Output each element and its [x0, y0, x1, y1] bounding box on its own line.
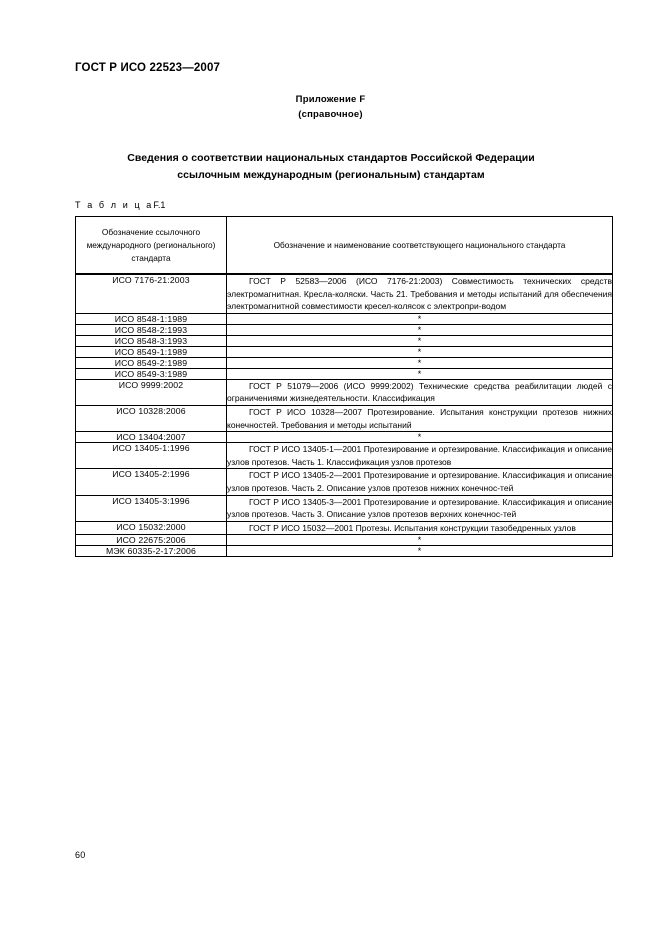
reference-standards-table	[75, 216, 613, 557]
table-row	[76, 346, 613, 357]
table-row	[76, 405, 613, 431]
page-title-line-1: Сведения о соответствии национальных стандартов Российской Федерации	[127, 152, 535, 164]
cell-footnote-asterisk: *	[227, 335, 613, 346]
column-header-line-2: международного (регионального)	[86, 239, 216, 250]
column-header-line-1: Обозначение и наименование соответствующего национального стандарта	[273, 239, 566, 250]
table-row	[76, 324, 613, 335]
cell-international-standard-code: ИСО 10328:2006	[76, 405, 227, 431]
cell-national-standard-description: ГОСТ Р 52583—2006 (ИСО 7176-21:2003) Совместимость технических средств электромагнитная. Кресла-коляски. Часть 21. Требования и методы испытаний для обеспечения электромагнитной совместимости кресел-колясок с электропри-водом	[227, 274, 613, 313]
table-header-row	[76, 217, 613, 275]
table-header	[76, 217, 613, 275]
running-head: ГОСТ Р ИСО 22523—2007	[75, 62, 221, 74]
table-row	[76, 379, 613, 405]
cell-footnote-asterisk: *	[227, 432, 613, 443]
table-row	[76, 274, 613, 313]
page-title-line-2: ссылочным международным (региональным) стандартам	[177, 169, 485, 181]
cell-footnote-asterisk: *	[227, 357, 613, 368]
annex-subtitle: (справочное)	[298, 109, 363, 120]
cell-international-standard-code: ИСО 8549-2:1989	[76, 357, 227, 368]
table-row	[76, 443, 613, 469]
table-row	[76, 313, 613, 324]
page-title	[75, 150, 587, 184]
cell-international-standard-code: ИСО 13405-3:1996	[76, 495, 227, 521]
table-caption-number: F.1	[153, 200, 166, 210]
cell-international-standard-code: ИСО 8548-3:1993	[76, 335, 227, 346]
table-row	[76, 335, 613, 346]
table-row	[76, 546, 613, 557]
cell-international-standard-code: ИСО 9999:2002	[76, 379, 227, 405]
table-row	[76, 469, 613, 495]
annex-block	[0, 92, 661, 122]
cell-national-standard-description: ГОСТ Р ИСО 13405-3—2001 Протезирование и ортезирование. Классификация и описание узлов протезов. Часть 3. Описание узлов протезов верхних конечнос-тей	[227, 495, 613, 521]
cell-international-standard-code: ИСО 7176-21:2003	[76, 274, 227, 313]
cell-international-standard-code: ИСО 8548-1:1989	[76, 313, 227, 324]
table-row	[76, 432, 613, 443]
cell-international-standard-code: ИСО 22675:2006	[76, 535, 227, 546]
column-header-line-3: стандарта	[131, 252, 171, 263]
column-header-line-1: Обозначение ссылочного	[101, 226, 201, 237]
cell-international-standard-code: ИСО 8549-1:1989	[76, 346, 227, 357]
cell-national-standard-description: ГОСТ Р ИСО 10328—2007 Протезирование. Испытания конструкции протезов нижних конечностей. Требования и методы испытаний	[227, 405, 613, 431]
cell-international-standard-code: ИСО 15032:2000	[76, 521, 227, 535]
cell-footnote-asterisk: *	[227, 368, 613, 379]
annex-title: Приложение F	[295, 94, 366, 105]
cell-international-standard-code: ИСО 13404:2007	[76, 432, 227, 443]
cell-national-standard-description: ГОСТ Р ИСО 13405-2—2001 Протезирование и ортезирование. Классификация и описание узлов протезов. Часть 2. Описание узлов протезов нижних конечнос-тей	[227, 469, 613, 495]
table-caption-label: Т а б л и ц а	[75, 200, 154, 210]
cell-international-standard-code: МЭК 60335-2-17:2006	[76, 546, 227, 557]
column-header-national-standard	[227, 217, 613, 275]
cell-international-standard-code: ИСО 8549-3:1989	[76, 368, 227, 379]
table-row	[76, 357, 613, 368]
cell-national-standard-description: ГОСТ Р 51079—2006 (ИСО 9999:2002) Технические средства реабилитации людей с ограничениями жизнедеятельности. Классификация	[227, 379, 613, 405]
table-row	[76, 368, 613, 379]
table-row	[76, 535, 613, 546]
table-row	[76, 495, 613, 521]
page-number: 60	[75, 850, 86, 860]
cell-international-standard-code: ИСО 13405-2:1996	[76, 469, 227, 495]
cell-national-standard-description: ГОСТ Р ИСО 13405-1—2001 Протезирование и ортезирование. Классификация и описание узлов протезов. Часть 1. Классификация узлов протезов	[227, 443, 613, 469]
cell-footnote-asterisk: *	[227, 324, 613, 335]
cell-footnote-asterisk: *	[227, 346, 613, 357]
cell-international-standard-code: ИСО 13405-1:1996	[76, 443, 227, 469]
cell-footnote-asterisk: *	[227, 313, 613, 324]
cell-footnote-asterisk: *	[227, 546, 613, 557]
cell-national-standard-description: ГОСТ Р ИСО 15032—2001 Протезы. Испытания конструкции тазобедренных узлов	[227, 521, 613, 535]
table-caption	[75, 200, 165, 210]
table-row	[76, 521, 613, 535]
cell-international-standard-code: ИСО 8548-2:1993	[76, 324, 227, 335]
cell-footnote-asterisk: *	[227, 535, 613, 546]
column-header-international-standard	[76, 217, 227, 275]
table-body	[76, 274, 613, 557]
